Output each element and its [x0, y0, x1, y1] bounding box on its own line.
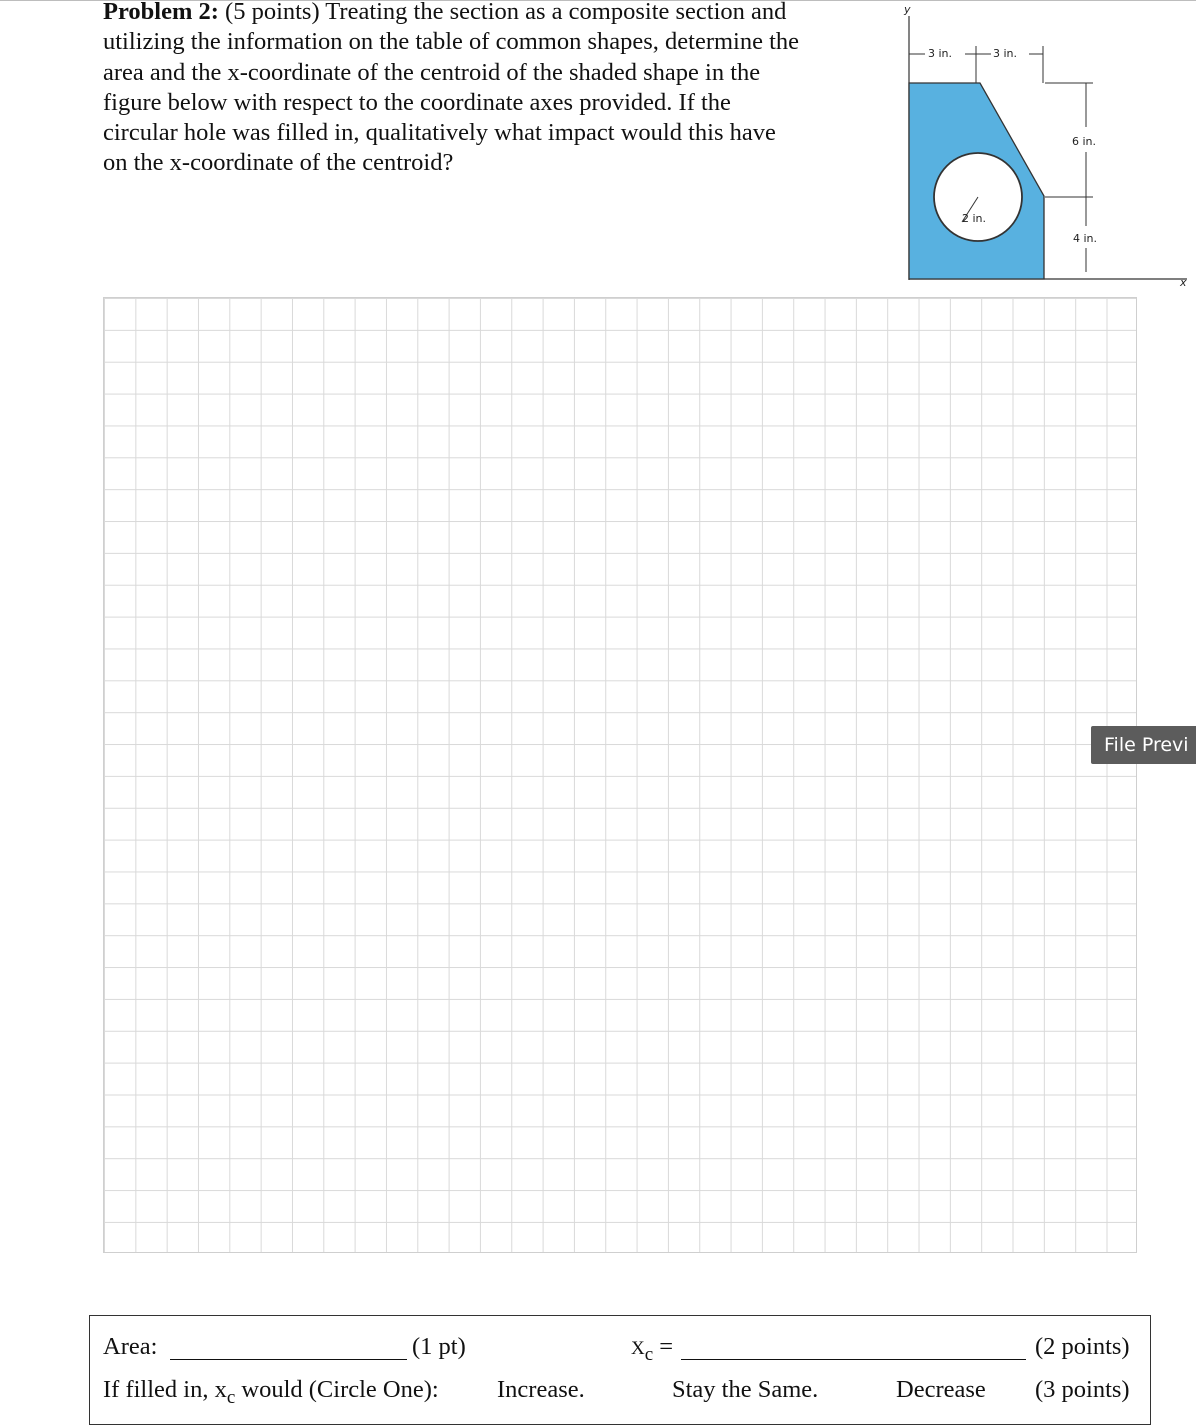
option-decrease[interactable]: Decrease — [896, 1376, 986, 1403]
xc-subscript: c — [644, 1343, 654, 1365]
xc-answer-blank[interactable] — [681, 1359, 1026, 1360]
filled-points: (3 points) — [1035, 1376, 1130, 1403]
x-axis-label: x — [1180, 276, 1187, 289]
xc-label — [631, 1333, 673, 1366]
area-label: Area: — [103, 1333, 158, 1360]
area-points: (1 pt) — [412, 1333, 466, 1360]
xc-letter: X — [631, 1338, 645, 1359]
problem-text: (5 points) Treating the section as a composite section and utilizing the information on the table of common shapes, determine the area and the x-coordinate of the centroid of the shaded shape in the figure below with respect to the coordinate axes provided. If the circular hole was filled in, qualitatively what impact would this have on the x-coordinate of the centroid? — [103, 0, 800, 177]
graph-paper-work-area — [103, 297, 1137, 1253]
dim-right-lower-label: 4 in. — [1073, 232, 1098, 245]
figure-drawing — [895, 0, 1196, 290]
dim-right-upper-label: 6 in. — [1072, 135, 1097, 148]
filled-question — [103, 1376, 439, 1409]
xc-equals: = — [653, 1333, 674, 1360]
area-answer-blank[interactable] — [170, 1359, 407, 1360]
composite-shape-figure — [895, 0, 1196, 290]
filled-suffix: would (Circle One): — [235, 1376, 439, 1403]
problem-label: Problem 2: — [103, 0, 219, 25]
xc-points: (2 points) — [1035, 1333, 1130, 1360]
option-increase[interactable]: Increase. — [497, 1376, 585, 1403]
filled-prefix: If filled in, x — [103, 1376, 227, 1403]
option-stay-same[interactable]: Stay the Same. — [672, 1376, 819, 1403]
problem-statement — [103, 0, 893, 179]
file-preview-button[interactable]: File Previ — [1091, 726, 1196, 764]
radius-label: 2 in. — [962, 212, 987, 225]
dim-top-right-label: 3 in. — [993, 47, 1018, 60]
dim-top-left-label: 3 in. — [928, 47, 953, 60]
y-axis-label: y — [904, 3, 911, 16]
filled-subscript: c — [226, 1386, 236, 1408]
